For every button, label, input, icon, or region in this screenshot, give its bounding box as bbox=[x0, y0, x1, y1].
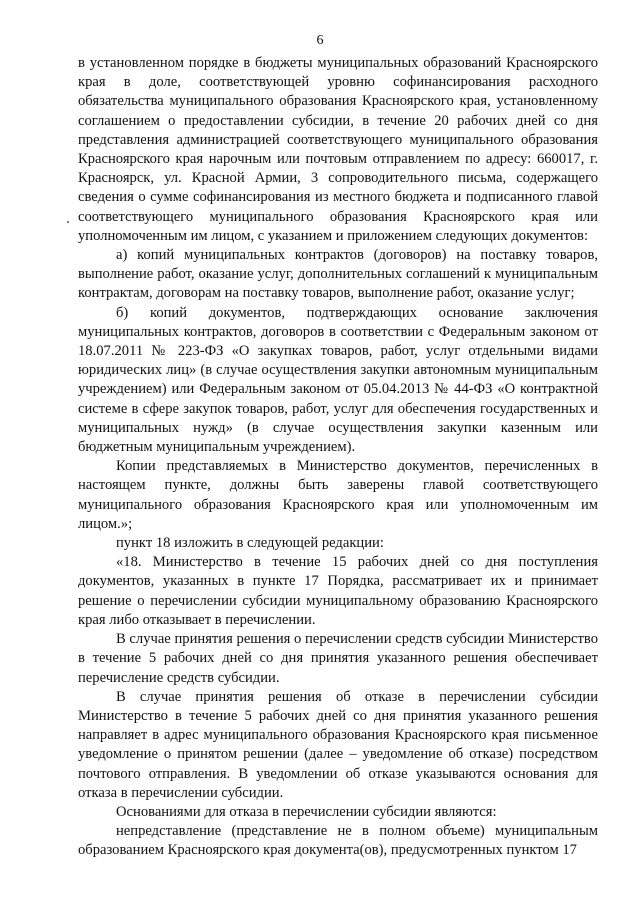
paragraph-amendment-intro: пункт 18 изложить в следующей редакции: bbox=[116, 535, 384, 552]
paragraph-refusal-grounds-heading: Основаниями для отказа в перечислении субсидии являются: bbox=[116, 803, 497, 820]
paragraph-item-b: б) копий документов, подтверждающих основание заключения муниципальных контрактов, договоров в соответствии с Федеральным законом от 18.07.2011 № 223-ФЗ «О закупках товаров, работ, услуг отдельными видами юридических лиц» (в случае осуществления закупки автономным муниципальным учреждением) или Федеральным законом от 05.04.2013 № 44-ФЗ «О контрактной системе в сфере закупок товаров, работ, услуг для обеспечения государственных и муниципальных нужд» (в случае осуществления закупки казенным или бюджетным муниципальным учреждением). bbox=[78, 304, 598, 456]
document-body bbox=[78, 54, 598, 861]
paragraph-copies-certification: Копии представляемых в Министерство документов, перечисленных в настоящем пункте, должны быть заверены главой соответствующего муниципального образования Красноярского края или уполномоченным им лицом.»; bbox=[78, 458, 598, 532]
paragraph-continuation: в установленном порядке в бюджеты муниципальных образований Красноярского края в доле, соответствующей уровню софинансирования расходного обязательства муниципального образования Красноярского края, установленному соглашением о предоставлении субсидии, в течение 20 рабочих дней со дня представления администрацией соответствующего муниципального образования Красноярского края нарочным или почтовым отправлением по адресу: 660017, г. Красноярск, ул. Красной Армии, 3 сопроводительного письма, содержащего сведения о сумме софинансирования из местного бюджета и подписанного главой соответствующего муниципального образования Красноярского края или уполномоченным им лицом, с указанием и приложением следующих документов: bbox=[78, 55, 598, 244]
paragraph-item-a: а) копий муниципальных контрактов (договоров) на поставку товаров, выполнение работ, оказание услуг, дополнительных соглашений к муниципальным контрактам, договорам на поставку товаров, выполнение работ, оказание услуг; bbox=[78, 247, 598, 302]
paragraph-refusal-ground-1: непредставление (представление не в полном объеме) муниципальным образованием Красноярского края документа(ов), предусмотренных пунктом 17 bbox=[78, 823, 598, 859]
paragraph-refusal-decision: В случае принятия решения об отказе в перечислении субсидии Министерство в течение 5 рабочих дней со дня принятия указанного решения направляет в адрес муниципального образования Красноярского края письменное уведомление о принятом решении (далее – уведомление об отказе) посредством почтового отправления. В уведомлении об отказе указываются основания для отказа в перечислении субсидии. bbox=[78, 688, 598, 801]
paragraph-transfer-decision: В случае принятия решения о перечислении средств субсидии Министерство в течение 5 рабочих дней со дня принятия указанного решения обеспечивает перечисление средств субсидии. bbox=[78, 631, 598, 686]
scan-speck bbox=[67, 221, 69, 223]
paragraph-clause-18: «18. Министерство в течение 15 рабочих дней со дня поступления документов, указанных в пункте 17 Порядка, рассматривает их и принимает решение о перечислении субсидии муниципальному образованию Красноярского края либо отказывает в перечислении. bbox=[78, 554, 598, 628]
page-number: 6 bbox=[316, 33, 324, 48]
